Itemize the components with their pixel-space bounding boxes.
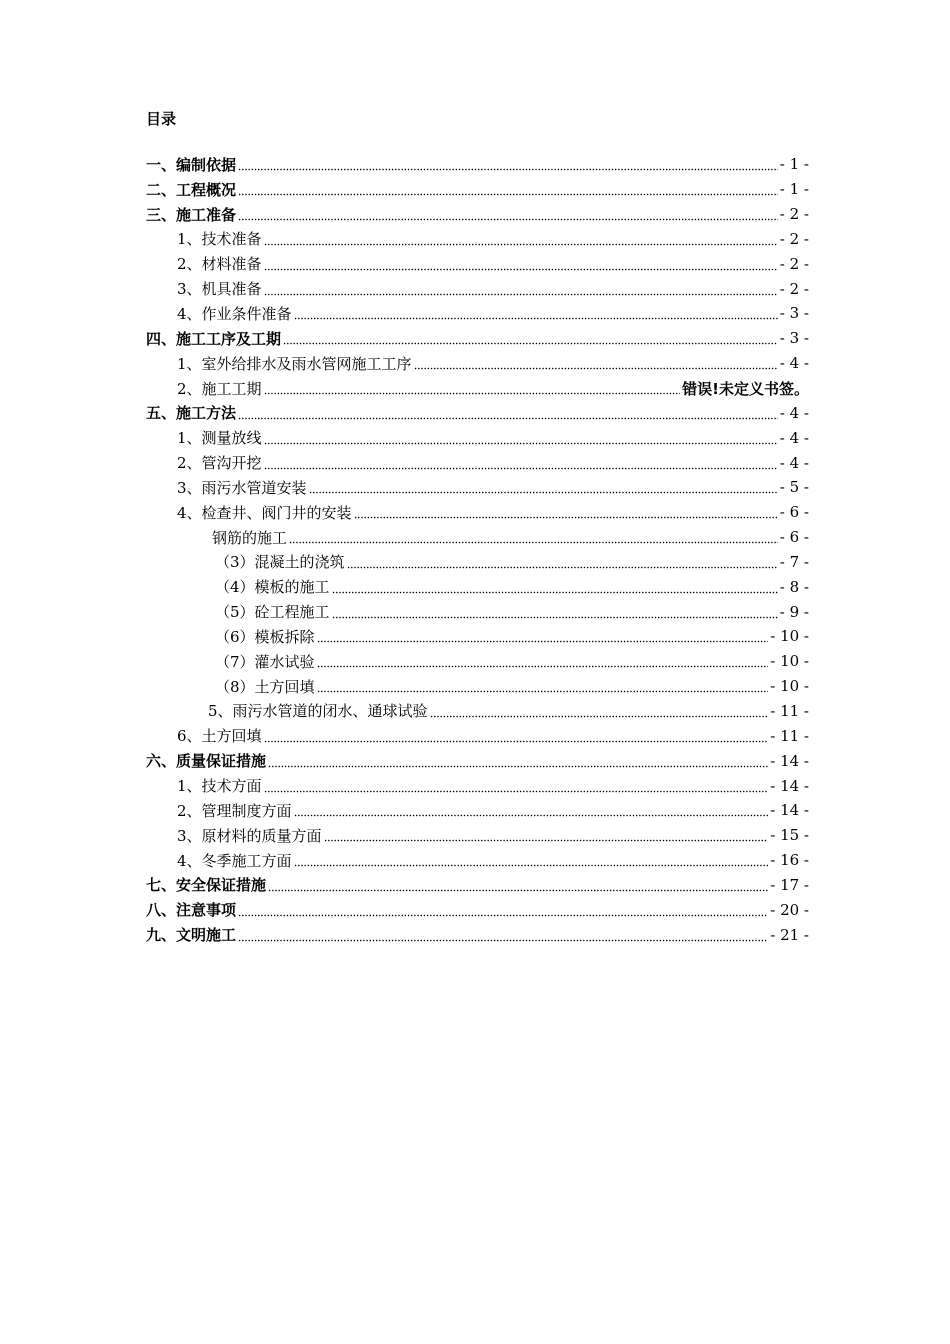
- dot-leader: [264, 430, 778, 446]
- dot-leader: [324, 827, 769, 843]
- toc-entry-page: - 7 -: [779, 552, 809, 571]
- dot-leader: [264, 728, 769, 744]
- toc-entry-5-4-5[interactable]: [146, 599, 809, 624]
- toc-entry-page: - 4 -: [779, 453, 809, 472]
- toc-entry-page: - 10 -: [770, 677, 809, 696]
- toc-entry-6-3[interactable]: [146, 823, 809, 848]
- toc-title: 目录: [146, 110, 177, 128]
- toc-entry-8[interactable]: [146, 897, 809, 922]
- toc-entry-5-4-3[interactable]: [146, 550, 809, 575]
- toc-entry-label: 4、作业条件准备: [177, 304, 292, 323]
- dot-leader: [289, 529, 778, 545]
- toc-entry-5-5[interactable]: [146, 699, 809, 724]
- toc-entry-page: - 2 -: [779, 229, 809, 248]
- bookmark-error-text: 错误!未定义书签。: [682, 379, 809, 398]
- toc-entry-5-4-7[interactable]: [146, 649, 809, 674]
- dot-leader: [238, 902, 768, 918]
- toc-entry-1[interactable]: [146, 152, 809, 177]
- toc-entry-page: - 21 -: [770, 925, 809, 944]
- toc-entry-page: - 14 -: [770, 776, 809, 795]
- dot-leader: [332, 579, 778, 595]
- dot-leader: [238, 181, 778, 197]
- toc-entry-4-1[interactable]: [146, 351, 809, 376]
- toc-entry-5[interactable]: [146, 400, 809, 425]
- toc-entry-label: （7）灌水试验: [215, 652, 315, 671]
- dot-leader: [268, 877, 768, 893]
- dot-leader: [317, 678, 769, 694]
- toc-entry-6-1[interactable]: [146, 773, 809, 798]
- toc-entry-label: 2、材料准备: [177, 255, 262, 274]
- dot-leader: [264, 281, 778, 297]
- toc-entry-page: - 1 -: [779, 155, 809, 174]
- toc-entry-page: - 16 -: [770, 851, 809, 870]
- toc-entry-page: - 4 -: [779, 428, 809, 447]
- dot-leader: [354, 504, 778, 520]
- toc-entry-page: - 14 -: [770, 751, 809, 770]
- toc-entry-label: （4）模板的施工: [215, 578, 330, 597]
- toc-entry-page: - 9 -: [779, 602, 809, 621]
- toc-entry-label: 6、土方回填: [177, 727, 262, 746]
- toc-entry-5-4-6[interactable]: [146, 624, 809, 649]
- dot-leader: [268, 753, 768, 769]
- toc-entry-2[interactable]: [146, 177, 809, 202]
- dot-leader: [238, 156, 778, 172]
- toc-entry-label: 3、机具准备: [177, 280, 262, 299]
- toc-entry-page: - 4 -: [779, 403, 809, 422]
- toc-entry-label: 2、管沟开挖: [177, 454, 262, 473]
- toc-entry-3-3[interactable]: [146, 276, 809, 301]
- dot-leader: [238, 206, 778, 222]
- toc-entry-page: - 8 -: [779, 577, 809, 596]
- toc-entry-3[interactable]: [146, 202, 809, 227]
- toc-entry-page: - 5 -: [779, 478, 809, 497]
- toc-entry-page: - 17 -: [770, 875, 809, 894]
- toc-entry-3-4[interactable]: [146, 301, 809, 326]
- toc-entry-label: 三、施工准备: [146, 205, 237, 224]
- toc-entry-page: - 3 -: [779, 329, 809, 348]
- toc-entry-label: 2、施工工期: [177, 379, 262, 398]
- toc-entry-label: 1、室外给排水及雨水管网施工工序: [177, 354, 412, 373]
- toc-entry-label: 4、冬季施工方面: [177, 851, 292, 870]
- toc-entry-page: - 2 -: [779, 279, 809, 298]
- toc-entry-label: 八、注意事项: [146, 901, 237, 920]
- toc-entry-page: - 20 -: [770, 900, 809, 919]
- dot-leader: [309, 479, 778, 495]
- toc-entry-page: - 11 -: [770, 701, 809, 720]
- toc-entry-label: 1、测量放线: [177, 429, 262, 448]
- toc-entry-page: - 15 -: [770, 826, 809, 845]
- toc-entry-page: - 2 -: [779, 254, 809, 273]
- toc-entry-5-4-a[interactable]: [146, 525, 809, 550]
- toc-entry-label: （5）砼工程施工: [215, 603, 330, 622]
- toc-entry-6[interactable]: [146, 748, 809, 773]
- toc-entry-label: 二、工程概况: [146, 180, 237, 199]
- dot-leader: [414, 355, 778, 371]
- toc-entry-page: - 4 -: [779, 354, 809, 373]
- table-of-contents: [146, 152, 809, 947]
- toc-entry-label: 1、技术准备: [177, 230, 262, 249]
- toc-entry-label: （3）混凝土的浇筑: [215, 553, 345, 572]
- toc-entry-5-4-4[interactable]: [146, 574, 809, 599]
- toc-entry-label: 一、编制依据: [146, 155, 237, 174]
- toc-entry-3-1[interactable]: [146, 227, 809, 252]
- dot-leader: [430, 703, 769, 719]
- dot-leader: [317, 653, 769, 669]
- toc-entry-label: 3、原材料的质量方面: [177, 826, 322, 845]
- toc-entry-label: （6）模板拆除: [215, 627, 315, 646]
- dot-leader: [347, 554, 778, 570]
- toc-entry-page: - 11 -: [770, 726, 809, 745]
- toc-entry-label: 3、雨污水管道安装: [177, 478, 307, 497]
- toc-entry-5-2[interactable]: [146, 450, 809, 475]
- toc-entry-5-4-8[interactable]: [146, 674, 809, 699]
- dot-leader: [264, 231, 778, 247]
- dot-leader: [264, 380, 681, 396]
- toc-entry-4[interactable]: [146, 326, 809, 351]
- toc-entry-6-4[interactable]: [146, 848, 809, 873]
- toc-entry-page: - 1 -: [779, 180, 809, 199]
- toc-entry-label: 1、技术方面: [177, 777, 262, 796]
- toc-entry-5-3[interactable]: [146, 475, 809, 500]
- toc-entry-3-2[interactable]: [146, 251, 809, 276]
- dot-leader: [264, 778, 769, 794]
- toc-entry-label: 五、施工方法: [146, 404, 237, 423]
- dot-leader: [238, 405, 778, 421]
- toc-entry-5-1[interactable]: [146, 425, 809, 450]
- toc-entry-page: - 6 -: [779, 503, 809, 522]
- toc-entry-label: 九、文明施工: [146, 926, 237, 945]
- toc-entry-label: 5、雨污水管道的闭水、通球试验: [208, 702, 428, 721]
- toc-entry-6-2[interactable]: [146, 798, 809, 823]
- dot-leader: [264, 256, 778, 272]
- toc-entry-5-6[interactable]: [146, 723, 809, 748]
- toc-entry-label: （8）土方回填: [215, 677, 315, 696]
- toc-entry-label: 4、检查井、阀门井的安装: [177, 503, 352, 522]
- dot-leader: [294, 802, 769, 818]
- dot-leader: [238, 927, 768, 943]
- toc-entry-page: - 3 -: [779, 304, 809, 323]
- dot-leader: [317, 628, 769, 644]
- toc-entry-9[interactable]: [146, 922, 809, 947]
- toc-entry-label: 钢筋的施工: [212, 528, 288, 547]
- toc-entry-label: 四、施工工序及工期: [146, 329, 282, 348]
- toc-entry-7[interactable]: [146, 872, 809, 897]
- toc-entry-page: - 14 -: [770, 801, 809, 820]
- toc-entry-label: 七、安全保证措施: [146, 876, 267, 895]
- dot-leader: [264, 455, 778, 471]
- toc-entry-4-2[interactable]: [146, 376, 809, 401]
- toc-entry-page: - 6 -: [779, 528, 809, 547]
- toc-entry-label: 六、质量保证措施: [146, 752, 267, 771]
- dot-leader: [294, 305, 778, 321]
- toc-entry-page: - 10 -: [770, 627, 809, 646]
- toc-entry-page: - 2 -: [779, 205, 809, 224]
- dot-leader: [294, 852, 769, 868]
- dot-leader: [332, 604, 778, 620]
- dot-leader: [283, 330, 778, 346]
- toc-entry-page: - 10 -: [770, 652, 809, 671]
- toc-entry-label: 2、管理制度方面: [177, 801, 292, 820]
- toc-entry-5-4[interactable]: [146, 500, 809, 525]
